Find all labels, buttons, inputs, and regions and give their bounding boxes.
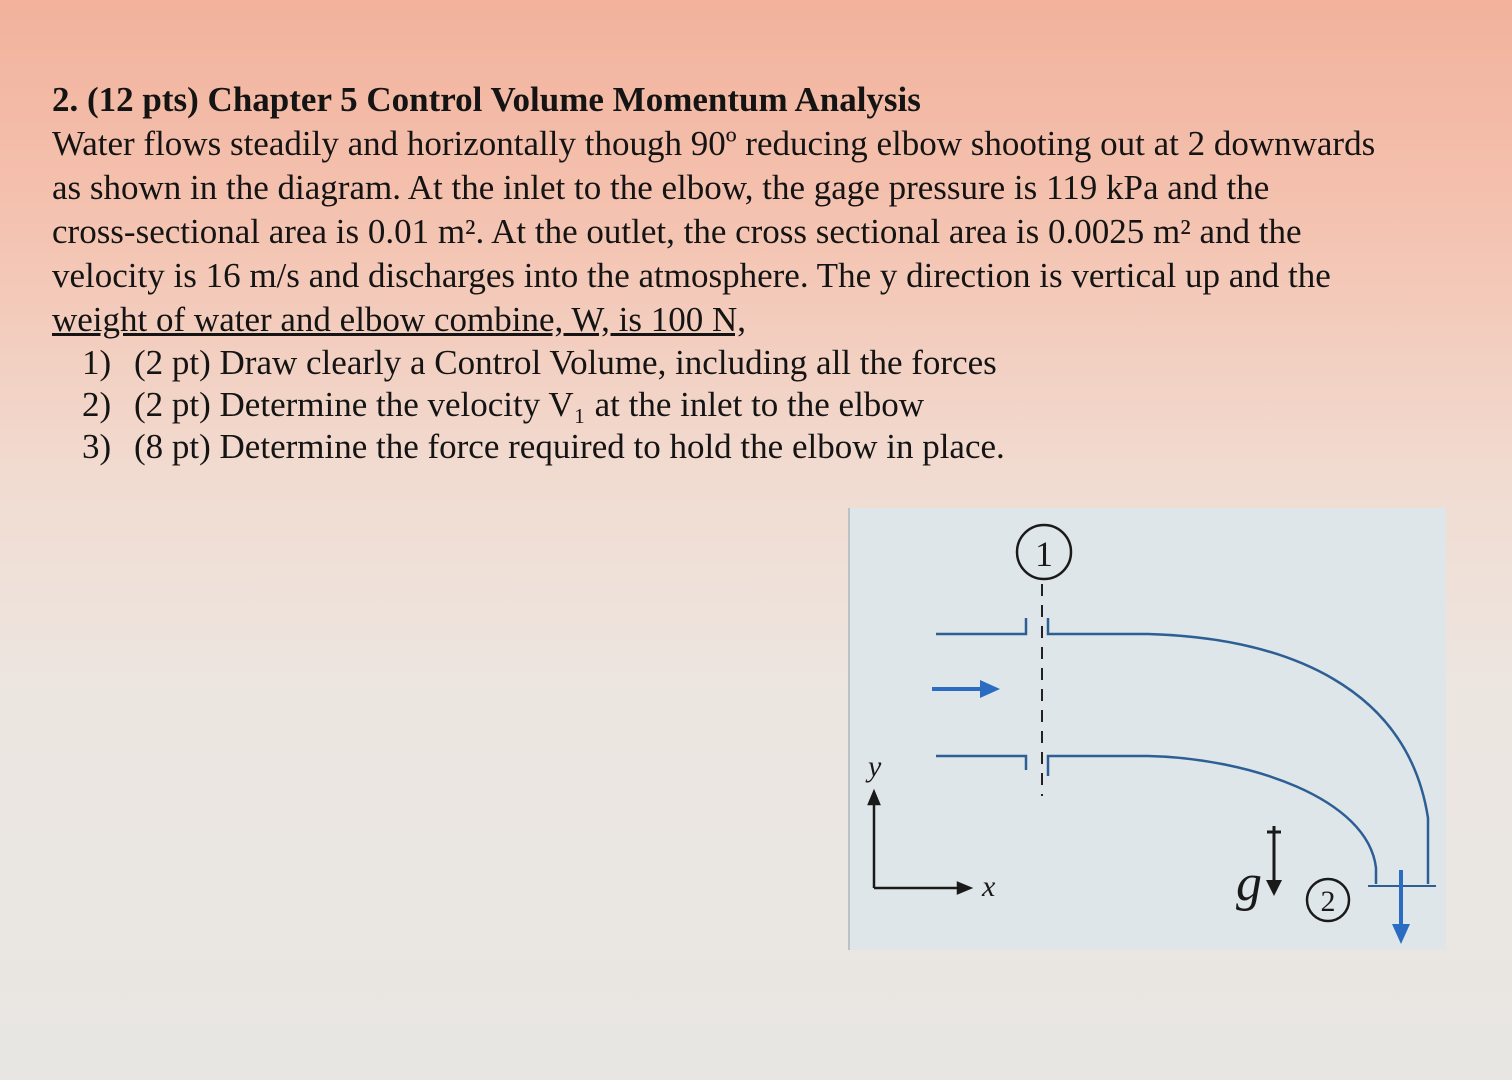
- elbow-pipe: [936, 618, 1428, 884]
- task-number: 3): [82, 427, 112, 466]
- task-text: (2 pt) Determine the velocity V₁ at the inlet to the elbow: [134, 385, 925, 424]
- inlet-upper-wall-left: [936, 618, 1026, 634]
- inlet-lower-wall-left: [936, 756, 1026, 770]
- elbow-diagram: [848, 508, 1446, 950]
- elbow-diagram-svg: [848, 508, 1446, 950]
- problem-statement: [52, 122, 1472, 342]
- section-1-label: 1: [1035, 534, 1053, 574]
- statement-line-4: velocity is 16 m/s and discharges into the atmosphere. The y direction is vertical up and the: [52, 256, 1331, 295]
- task-item-3: [52, 426, 1472, 468]
- task-text: (8 pt) Determine the force required to hold the elbow in place.: [134, 427, 1005, 466]
- inner-wall: [1048, 756, 1376, 884]
- statement-line-3: cross-sectional area is 0.01 m². At the outlet, the cross sectional area is 0.0025 m² and the: [52, 212, 1302, 251]
- section-2-label: 2: [1320, 885, 1336, 918]
- task-item-1: [52, 342, 1472, 384]
- task-list: [52, 342, 1472, 468]
- task-number: 1): [82, 343, 112, 382]
- handwritten-g: g: [1236, 855, 1262, 912]
- outlet-arrow-head: [1392, 924, 1410, 944]
- x-axis-arrow: [958, 883, 970, 893]
- statement-line-5: weight of water and elbow combine, W, is 100 N,: [52, 300, 747, 339]
- y-axis-label: y: [868, 750, 882, 783]
- statement-line-1: Water flows steadily and horizontally though 90º reducing elbow shooting out at 2 downwards: [52, 124, 1376, 163]
- task-item-2: [52, 384, 1472, 426]
- handwritten-gravity-note: [1236, 826, 1282, 912]
- task-text: (2 pt) Draw clearly a Control Volume, including all the forces: [134, 343, 997, 382]
- inlet-flow-arrow: [932, 680, 1000, 698]
- section-1-marker: [1017, 525, 1071, 579]
- gravity-arrow-head: [1266, 880, 1282, 896]
- outlet-flow-arrow: [1392, 870, 1410, 944]
- inlet-arrow-head: [980, 680, 1000, 698]
- outer-wall: [1048, 618, 1428, 884]
- task-number: 2): [82, 385, 112, 424]
- problem-block: [52, 78, 1472, 468]
- statement-line-2: as shown in the diagram. At the inlet to the elbow, the gage pressure is 119 kPa and the: [52, 168, 1270, 207]
- problem-title: 2. (12 pts) Chapter 5 Control Volume Momentum Analysis: [52, 80, 921, 119]
- x-axis-label: x: [982, 870, 996, 903]
- y-axis-arrow: [869, 792, 879, 804]
- section-2-marker: [1307, 879, 1349, 921]
- coordinate-axes: [869, 792, 970, 893]
